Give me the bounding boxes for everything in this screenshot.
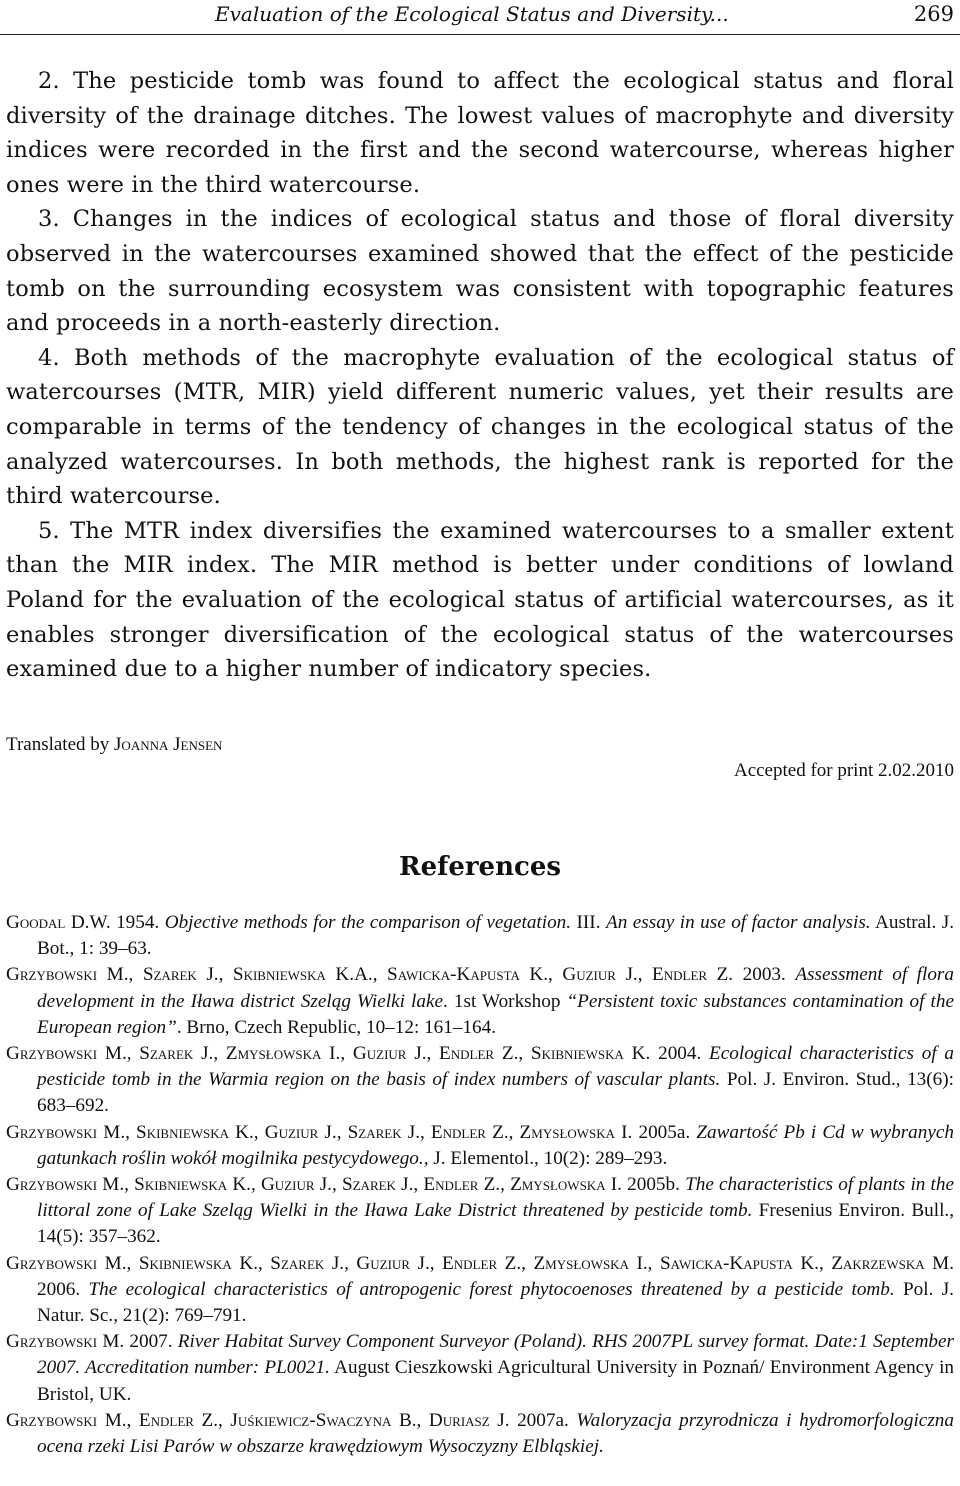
reference-authors: Grzybowski M., Szarek J., Zmysłowska I., Guziur J., Endler Z., Skibniewska K. [6, 1043, 651, 1065]
reference-authors: Grzybowski M., Skibniewska K., Guziur J., Szarek J., Endler Z., Zmysłowska I. [6, 1121, 633, 1143]
reference-item: Grzybowski M. 2007. River Habitat Survey Component Surveyor (Poland). RHS 2007PL survey format. Date:1 September 2007. Accreditation number: PL0021. August Cieszkowski Agricultural University in Poznań/ Environment Agency in Bristol, UK. [6, 1331, 955, 1405]
reference-source: August Cieszkowski Agricultural University in Poznań/ Environment Agency in Bristol, UK. [37, 1357, 954, 1405]
reference-title: Ecological characteristics of a pesticide tomb in the Warmia region on the basis of index numbers of vascular plants. [37, 1043, 955, 1091]
conclusions-section [6, 64, 954, 687]
running-title: Evaluation of the Ecological Status and Diversity... [215, 2, 729, 26]
page-header [0, 0, 960, 35]
reference-title: Zawartość Pb i Cd w wybranych gatunkach roślin wokół mogilnika pestycydowego. [37, 1121, 954, 1169]
reference-authors: Grzybowski M., Endler Z., Juśkiewicz-Swaczyna B., Duriasz J. [6, 1409, 510, 1431]
reference-item: Grzybowski M., Skibniewska K., Szarek J., Guziur J., Endler Z., Zmysłowska I., Sawicka-Kapusta K., Zakrzewska M. 2006. The ecological characteristics of antropogenic forest phytocoenoses threatened by a pesticide tomb. Pol. J. Natur. Sc., 21(2): 769–791. [6, 1252, 954, 1327]
conclusion-paragraph: 3. Changes in the indices of ecological status and those of floral diversity observed in the watercourses examined showed that the effect of the pesticide tomb on the surrounding ecosystem was consistent with topographic features and proceeds in a north-easterly direction. [6, 206, 954, 337]
reference-authors: Grzybowski M., Skibniewska K., Guziur J., Szarek J., Endler Z., Zmysłowska I. [6, 1174, 622, 1196]
reference-authors: Goodal D.W. [6, 912, 111, 933]
reference-source: Fresenius Environ. Bull., 14(5): 357–362. [37, 1200, 954, 1248]
translator-name: Joanna Jensen [114, 734, 223, 755]
reference-authors: Grzybowski M. [6, 1331, 125, 1353]
page-number: 269 [913, 2, 954, 26]
reference-source: Pol. J. Environ. Stud., 13(6): 683–692. [37, 1069, 954, 1117]
reference-title: River Habitat Survey Component Surveyor (Poland). RHS 2007PL survey format. Date:1 September 2007. Accreditation number: PL0021. [37, 1331, 955, 1379]
accepted-date: Accepted for print 2.02.2010 [733, 760, 954, 781]
translator-credit [6, 734, 222, 756]
conclusion-paragraph: 2. The pesticide tomb was found to affect the ecological status and floral diversity of the drainage ditches. The lowest values of macrophyte and diversity indices were recorded in the first and the second watercourse, whereas higher ones were in the third watercourse. [6, 68, 954, 198]
reference-title: Waloryzacja przyrodnicza i hydromorfologiczna ocena rzeki Lisi Parów w obszarze krawędziowym Wysoczyzny Elbląskiej. [37, 1409, 954, 1458]
reference-authors: Grzybowski M., Skibniewska K., Szarek J., Guziur J., Endler Z., Zmysłowska I., Sawicka-Kapusta K., Zakrzewska M. [6, 1252, 954, 1274]
conclusion-paragraph: 4. Both methods of the macrophyte evaluation of the ecological status of watercourses (MTR, MIR) yield different numeric values, yet their results are comparable in terms of the tendency of changes in the ecological status of the analyzed watercourses. In both methods, the highest rank is reported for the third watercourse. [6, 344, 954, 510]
reference-item: Grzybowski M., Endler Z., Juśkiewicz-Swaczyna B., Duriasz J. 2007a. Waloryzacja przyrodnicza i hydromorfologiczna ocena rzeki Lisi Parów w obszarze krawędziowym Wysoczyzny Elbląskiej. [6, 1409, 954, 1458]
reference-title: The characteristics of plants in the littoral zone of Lake Szeląg Wielki in the Iława Lake District threatened by pesticide tomb. [37, 1174, 954, 1222]
reference-authors: Grzybowski M., Szarek J., Skibniewska K.A., Sawicka-Kapusta K., Guziur J., Endler Z. [6, 964, 734, 986]
reference-item: Goodal D.W. 1954. Objective methods for the comparison of vegetation. III. An essay in use of factor analysis. Austral. J. Bot., 1: 39–63. [6, 912, 955, 960]
reference-source: Pol. J. Natur. Sc., 21(2): 769–791. [37, 1278, 954, 1327]
references-heading: References [398, 852, 562, 882]
references-list [6, 910, 954, 1460]
reference-title: Objective methods for the comparison of vegetation. [164, 912, 572, 933]
reference-source: . Brno, Czech Republic, 10–12: 161–164. [176, 1016, 497, 1038]
reference-item: Grzybowski M., Szarek J., Skibniewska K.A., Sawicka-Kapusta K., Guziur J., Endler Z. 2003. Assessment of flora development in the Iława district Szeląg Wielki lake. 1st Workshop “Persistent toxic substances contamination of the European region”. Brno, Czech Republic, 10–12: 161–164. [6, 964, 954, 1038]
reference-title: The ecological characteristics of antropogenic forest phytocoenoses threatened by a pesticide tomb. [88, 1278, 895, 1300]
conclusion-paragraph: 5. The MTR index diversifies the examined watercourses to a smaller extent than the MIR index. The MIR method is better under conditions of lowland Poland for the evaluation of the ecological status of artificial watercourses, as it enables stronger diversification of the ecological status of the watercourses examined due to a higher number of indicatory species. [6, 517, 954, 683]
reference-title: Assessment of flora development in the Iława district Szeląg Wielki lake [37, 964, 954, 1012]
reference-item: Grzybowski M., Szarek J., Zmysłowska I., Guziur J., Endler Z., Skibniewska K. 2004. Ecological characteristics of a pesticide tomb in the Warmia region on the basis of index numbers of vascular plants. Pol. J. Environ. Stud., 13(6): 683–692. [6, 1043, 955, 1117]
reference-item: Grzybowski M., Skibniewska K., Guziur J., Szarek J., Endler Z., Zmysłowska I. 2005a. Zawartość Pb i Cd w wybranych gatunkach roślin wokół mogilnika pestycydowego., J. Elementol., 10(2): 289–293. [6, 1121, 954, 1169]
reference-source: , J. Elementol., 10(2): 289–293. [423, 1147, 668, 1169]
reference-source: Austral. J. Bot., 1: 39–63. [37, 912, 955, 960]
reference-item: Grzybowski M., Skibniewska K., Guziur J., Szarek J., Endler Z., Zmysłowska I. 2005b. The characteristics of plants in the littoral zone of Lake Szeląg Wielki in the Iława Lake District threatened by pesticide tomb. Fresenius Environ. Bull., 14(5): 357–362. [6, 1174, 954, 1248]
translated-by-label: Translated by [6, 734, 115, 755]
